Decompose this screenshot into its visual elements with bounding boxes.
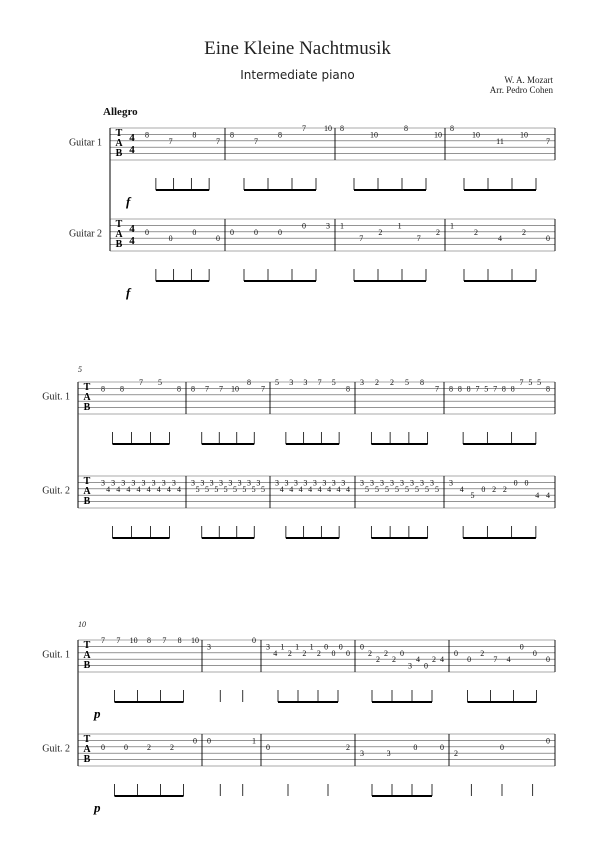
- fret-number: 3: [449, 478, 453, 488]
- instrument-name: Guit. 2: [42, 743, 70, 755]
- tab-clef-letter: T: [83, 734, 91, 745]
- fret-number: 7: [475, 384, 480, 394]
- fret-number: 4: [289, 484, 294, 494]
- fret-number: 2: [492, 484, 497, 494]
- fret-number: 0: [207, 736, 211, 746]
- dynamic-marking: p: [94, 706, 101, 721]
- fret-number: 8: [145, 130, 149, 140]
- fret-number: 0: [400, 648, 404, 658]
- fret-number: 4: [336, 484, 341, 494]
- fret-number: 8: [449, 384, 453, 394]
- fret-number: 8: [404, 124, 408, 133]
- fret-number: 3: [380, 478, 384, 488]
- fret-number: 4: [166, 484, 171, 494]
- tempo-marking: Allegro: [103, 106, 138, 118]
- fret-number: 1: [280, 642, 285, 652]
- tab-clef-letter: T: [83, 476, 91, 487]
- fret-number: 10: [324, 124, 332, 133]
- time-signature-numerator: 4: [129, 132, 135, 144]
- fret-number: 3: [386, 749, 391, 759]
- fret-number: 4: [535, 491, 540, 501]
- instrument-name: Guit. 1: [42, 649, 70, 661]
- fret-number: 0: [338, 642, 343, 652]
- fret-number: 4: [146, 484, 151, 494]
- fret-number: 3: [219, 478, 223, 488]
- fret-number: 0: [168, 234, 173, 244]
- fret-number: 4: [126, 484, 131, 494]
- fret-number: 2: [522, 227, 526, 237]
- measure-number: 10: [78, 620, 86, 629]
- fret-number: 7: [546, 136, 550, 146]
- fret-number: 2: [287, 648, 292, 658]
- fret-number: 8: [340, 124, 344, 133]
- fret-number: 0: [524, 478, 529, 488]
- fret-number: 0: [324, 642, 329, 652]
- fret-number: 4: [308, 484, 313, 494]
- fret-number: 7: [168, 136, 173, 146]
- fret-number: 0: [519, 642, 524, 652]
- instrument-name: Guitar 2: [68, 228, 102, 240]
- fret-number: 2: [436, 227, 440, 237]
- fret-number: 3: [284, 478, 289, 488]
- fret-number: 8: [101, 384, 105, 394]
- fret-number: 2: [474, 227, 478, 237]
- fret-number: 8: [120, 384, 124, 394]
- fret-number: 5: [251, 484, 256, 494]
- fret-number: 7: [254, 136, 258, 146]
- fret-number: 2: [502, 484, 507, 494]
- fret-number: 5: [223, 484, 228, 494]
- fret-number: 4: [136, 484, 141, 494]
- fret-number: 10: [472, 130, 480, 140]
- tab-clef-letter: A: [83, 744, 91, 755]
- fret-number: 5: [395, 484, 399, 494]
- fret-number: 8: [278, 130, 282, 140]
- fret-number: 0: [467, 655, 472, 665]
- fret-number: 3: [322, 478, 327, 488]
- fret-number: 4: [546, 491, 550, 501]
- fret-number: 5: [275, 378, 279, 387]
- fret-number: 5: [470, 491, 475, 501]
- fret-number: 8: [177, 384, 181, 394]
- fret-number: 4: [416, 655, 420, 665]
- fret-number: 8: [346, 384, 350, 394]
- fret-number: 10: [231, 384, 239, 394]
- fret-number: 3: [400, 478, 404, 488]
- fret-number: 0: [546, 736, 550, 746]
- fret-number: 5: [205, 484, 209, 494]
- fret-number: 0: [331, 648, 336, 658]
- measure-number: 5: [78, 365, 82, 374]
- fret-number: 3: [111, 478, 116, 488]
- fret-number: 2: [316, 648, 321, 658]
- fret-number: 10: [370, 130, 378, 140]
- fret-number: 5: [415, 484, 419, 494]
- fret-number: 8: [230, 130, 234, 140]
- fret-number: 0: [216, 234, 220, 244]
- fret-number: 0: [454, 648, 458, 658]
- fret-number: 3: [331, 478, 336, 488]
- fret-number: 5: [261, 484, 265, 494]
- fret-number: 3: [151, 478, 156, 488]
- tab-clef-letter: A: [115, 229, 123, 240]
- fret-number: 7: [101, 636, 105, 645]
- fret-number: 2: [432, 655, 436, 665]
- fret-number: 4: [116, 484, 121, 494]
- fret-number: 4: [506, 655, 511, 665]
- fret-number: 5: [385, 484, 389, 494]
- tab-clef-letter: T: [83, 382, 91, 393]
- fret-number: 1: [397, 221, 402, 231]
- tab-clef-letter: T: [115, 128, 123, 139]
- fret-number: 0: [266, 742, 270, 752]
- fret-number: 4: [346, 484, 350, 494]
- tab-clef-letter: A: [115, 138, 123, 149]
- fret-number: 3: [209, 478, 214, 488]
- fret-number: 0: [532, 648, 537, 658]
- fret-number: 4: [327, 484, 332, 494]
- fret-number: 0: [192, 227, 197, 237]
- fret-number: 5: [331, 378, 336, 387]
- fret-number: 8: [177, 636, 182, 645]
- tab-clef-letter: T: [83, 640, 91, 651]
- fret-number: 8: [450, 124, 454, 133]
- fret-number: 3: [191, 478, 195, 488]
- dynamic-marking: f: [126, 194, 131, 209]
- fret-number: 3: [420, 478, 424, 488]
- fret-number: 8: [457, 384, 462, 394]
- fret-number: 3: [228, 478, 233, 488]
- tab-clef-letter: B: [83, 660, 91, 671]
- fret-number: 1: [450, 221, 454, 231]
- fret-number: 7: [162, 636, 167, 645]
- fret-number: 2: [378, 227, 383, 237]
- fret-number: 7: [139, 378, 143, 387]
- fret-number: 4: [440, 655, 444, 665]
- fret-number: 2: [376, 655, 380, 665]
- fret-number: 2: [392, 655, 396, 665]
- fret-number: 3: [360, 749, 364, 759]
- tab-clef-letter: B: [115, 239, 123, 250]
- fret-number: 5: [375, 484, 379, 494]
- fret-number: 8: [247, 378, 251, 387]
- fret-number: 7: [359, 234, 364, 244]
- fret-number: 0: [101, 742, 105, 752]
- fret-number: 3: [266, 642, 270, 652]
- fret-number: 0: [546, 234, 550, 244]
- fret-number: 1: [340, 221, 344, 231]
- fret-number: 1: [309, 642, 314, 652]
- score-subtitle: Intermediate piano: [240, 68, 355, 82]
- fret-number: 3: [312, 478, 317, 488]
- fret-number: 8: [546, 384, 550, 394]
- fret-number: 4: [106, 484, 111, 494]
- fret-number: 8: [510, 384, 515, 394]
- fret-number: 2: [480, 648, 485, 658]
- fret-number: 7: [416, 234, 421, 244]
- fret-number: 3: [256, 478, 261, 488]
- fret-number: 7: [519, 378, 524, 387]
- tab-clef-letter: B: [83, 754, 91, 765]
- fret-number: 5: [405, 484, 409, 494]
- fret-number: 0: [513, 478, 518, 488]
- tab-clef-letter: A: [83, 650, 91, 661]
- fret-number: 5: [435, 484, 439, 494]
- instrument-name: Guit. 2: [42, 485, 70, 497]
- fret-number: 0: [302, 221, 306, 231]
- fret-number: 0: [145, 227, 149, 237]
- fret-number: 0: [193, 736, 197, 746]
- fret-number: 2: [147, 742, 151, 752]
- fret-number: 3: [141, 478, 146, 488]
- fret-number: 3: [430, 478, 434, 488]
- fret-number: 4: [279, 484, 284, 494]
- fret-number: 4: [177, 484, 181, 494]
- fret-number: 7: [219, 384, 223, 394]
- fret-number: 2: [170, 742, 174, 752]
- fret-number: 2: [302, 648, 307, 658]
- fret-number: 3: [326, 221, 330, 231]
- time-signature-denominator: 4: [129, 235, 135, 247]
- fret-number: 3: [370, 478, 374, 488]
- fret-number: 2: [384, 648, 388, 658]
- fret-number: 3: [131, 478, 136, 488]
- fret-number: 1: [295, 642, 300, 652]
- fret-number: 0: [360, 642, 364, 652]
- fret-number: 7: [205, 384, 209, 394]
- fret-number: 5: [528, 378, 533, 387]
- fret-number: 8: [147, 636, 151, 645]
- fret-number: 7: [317, 378, 322, 387]
- fret-number: 5: [195, 484, 200, 494]
- fret-number: 4: [273, 648, 278, 658]
- fret-number: 0: [546, 655, 550, 665]
- fret-number: 4: [459, 484, 464, 494]
- fret-number: 3: [237, 478, 242, 488]
- fret-number: 5: [233, 484, 237, 494]
- fret-number: 5: [425, 484, 429, 494]
- fret-number: 7: [261, 384, 265, 394]
- fret-number: 5: [484, 384, 489, 394]
- fret-number: 4: [298, 484, 303, 494]
- fret-number: 0: [413, 742, 418, 752]
- fret-number: 3: [101, 478, 105, 488]
- fret-number: 0: [124, 742, 128, 752]
- time-signature-denominator: 4: [129, 144, 135, 156]
- fret-number: 3: [303, 378, 308, 387]
- fret-number: 2: [454, 749, 458, 759]
- fret-number: 5: [405, 378, 409, 387]
- fret-number: 5: [365, 484, 369, 494]
- fret-number: 5: [158, 378, 162, 387]
- fret-number: 0: [424, 661, 428, 671]
- fret-number: 7: [216, 136, 220, 146]
- fret-number: 10: [520, 130, 528, 140]
- fret-number: 5: [537, 378, 542, 387]
- instrument-name: Guit. 1: [42, 391, 70, 403]
- fret-number: 0: [254, 227, 258, 237]
- fret-number: 8: [466, 384, 471, 394]
- fret-number: 3: [390, 478, 394, 488]
- fret-number: 0: [440, 742, 444, 752]
- fret-number: 1: [252, 736, 256, 746]
- fret-number: 8: [191, 384, 195, 394]
- fret-number: 3: [341, 478, 346, 488]
- fret-number: 3: [303, 478, 308, 488]
- tab-clef-letter: B: [83, 496, 91, 507]
- fret-number: 4: [317, 484, 322, 494]
- fret-number: 3: [171, 478, 176, 488]
- fret-number: 7: [302, 124, 306, 133]
- fret-number: 3: [360, 478, 364, 488]
- fret-number: 0: [278, 227, 282, 237]
- dynamic-marking: f: [126, 285, 131, 300]
- dynamic-marking: p: [94, 800, 101, 815]
- fret-number: 3: [247, 478, 251, 488]
- fret-number: 3: [161, 478, 166, 488]
- fret-number: 3: [293, 478, 298, 488]
- fret-number: 3: [207, 642, 211, 652]
- composer-credit: W. A. Mozart: [504, 75, 553, 85]
- fret-number: 10: [129, 636, 138, 645]
- fret-number: 3: [289, 378, 294, 387]
- fret-number: 8: [420, 378, 424, 387]
- fret-number: 0: [500, 742, 504, 752]
- fret-number: 0: [230, 227, 234, 237]
- tab-clef-letter: T: [115, 219, 123, 230]
- tab-clef-letter: B: [83, 402, 91, 413]
- arranger-credit: Arr. Pedro Cohen: [489, 85, 553, 95]
- time-signature-numerator: 4: [129, 223, 135, 235]
- fret-number: 11: [496, 136, 504, 146]
- score-title: Eine Kleine Nachtmusik: [204, 38, 391, 59]
- fret-number: 2: [346, 742, 350, 752]
- fret-number: 5: [214, 484, 219, 494]
- fret-number: 3: [360, 378, 364, 387]
- fret-number: 2: [375, 378, 379, 387]
- fret-number: 3: [121, 478, 126, 488]
- fret-number: 3: [200, 478, 205, 488]
- fret-number: 4: [498, 234, 502, 244]
- fret-number: 7: [116, 636, 121, 645]
- fret-number: 7: [435, 384, 439, 394]
- fret-number: 8: [192, 130, 197, 140]
- fret-number: 0: [252, 636, 256, 645]
- fret-number: 0: [346, 648, 350, 658]
- fret-number: 8: [501, 384, 506, 394]
- tab-clef-letter: A: [83, 486, 91, 497]
- fret-number: 3: [408, 661, 412, 671]
- fret-number: 2: [368, 648, 372, 658]
- fret-number: 3: [275, 478, 279, 488]
- fret-number: 4: [156, 484, 161, 494]
- tab-clef-letter: A: [83, 392, 91, 403]
- tab-clef-letter: B: [115, 148, 123, 159]
- instrument-name: Guitar 1: [68, 137, 102, 149]
- fret-number: 7: [493, 384, 498, 394]
- fret-number: 3: [410, 478, 414, 488]
- fret-number: 10: [434, 130, 442, 140]
- fret-number: 5: [242, 484, 247, 494]
- fret-number: 2: [390, 378, 394, 387]
- fret-number: 0: [481, 484, 486, 494]
- fret-number: 10: [191, 636, 199, 645]
- fret-number: 7: [493, 655, 498, 665]
